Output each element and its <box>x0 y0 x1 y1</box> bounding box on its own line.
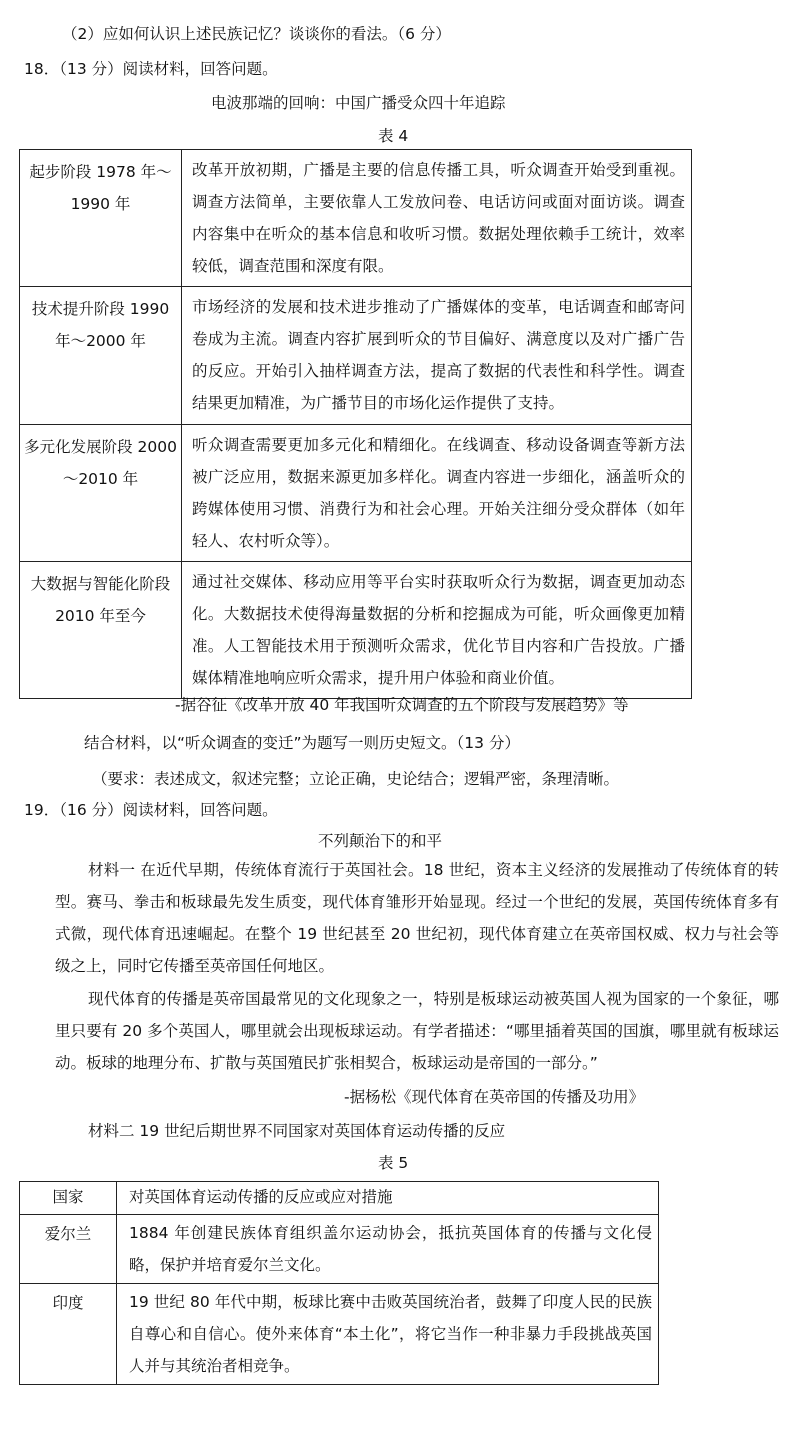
stage-cell: 起步阶段 1978 年～1990 年 <box>20 150 182 287</box>
description-cell: 通过社交媒体、移动应用等平台实时获取听众行为数据，调查更加动态化。大数据技术使得海量数据的分析和挖掘成为可能，听众画像更加精准。人工智能技术用于预测听众需求，优化节目内容和广告投放。广播媒体精准地响应听众需求，提升用户体验和商业价值。 <box>182 562 692 699</box>
table-row <box>20 1284 659 1385</box>
listener-survey-table <box>19 149 692 699</box>
country-cell: 印度 <box>20 1284 117 1385</box>
material1-paragraph-1: 材料一 在近代早期，传统体育流行于英国社会。18 世纪，资本主义经济的发展推动了传统体育的转型。赛马、拳击和板球最先发生质变，现代体育雏形开始显现。经过一个世纪的发展，英国传统体育多有式微，现代体育迅速崛起。在整个 19 世纪甚至 20 世纪初，现代体育建立在英帝国权威、权力与社会等级之上，同时它传播至英帝国任何地区。 <box>55 861 779 975</box>
description-cell: 市场经济的发展和技术进步推动了广播媒体的变革，电话调查和邮寄问卷成为主流。调查内容扩展到听众的节目偏好、满意度以及对广播广告的反应。开始引入抽样调查方法，提高了数据的代表性和科学性。调查结果更加精准，为广播节目的市场化运作提供了支持。 <box>182 287 692 425</box>
table-header-row <box>20 1182 659 1215</box>
q19-header: 19．（16 分）阅读材料，回答问题。 <box>24 801 278 819</box>
q18-requirements: （要求：表述成文，叙述完整；立论正确，史论结合；逻辑严密，条理清晰。 <box>92 770 620 788</box>
description-cell: 听众调查需要更加多元化和精细化。在线调查、移动设备调查等新方法被广泛应用，数据来源更加多样化。调查内容进一步细化，涵盖听众的跨媒体使用习惯、消费行为和社会心理。开始关注细分受众群体（如年轻人、农村听众等）。 <box>182 425 692 562</box>
q18-table-caption: 表 4 <box>378 127 409 145</box>
material1-paragraph-2: 现代体育的传播是英帝国最常见的文化现象之一，特别是板球运动被英国人视为国家的一个象征，哪里只要有 20 多个英国人，哪里就会出现板球运动。有学者描述：“哪里插着英国的国旗，哪里就有板球运动。板球的地理分布、扩散与英国殖民扩张相契合，板球运动是帝国的一部分。” <box>55 990 779 1072</box>
response-cell: 1884 年创建民族体育组织盖尔运动协会，抵抗英国体育的传播与文化侵略，保护并培育爱尔兰文化。 <box>117 1215 659 1284</box>
country-cell: 爱尔兰 <box>20 1215 117 1284</box>
table-row <box>20 150 692 287</box>
sports-response-table <box>19 1181 659 1385</box>
q18-header: 18．（13 分）阅读材料，回答问题。 <box>24 60 278 78</box>
q17-sub2: （2）应如何认识上述民族记忆？谈谈你的看法。（6 分） <box>62 25 451 43</box>
q18-source: -据谷征《改革开放 40 年我国听众调查的五个阶段与发展趋势》等 <box>175 696 629 714</box>
stage-cell: 大数据与智能化阶段 2010 年至今 <box>20 562 182 699</box>
table-row <box>20 425 692 562</box>
q19-title: 不列颠治下的和平 <box>318 832 443 850</box>
table-row <box>20 287 692 425</box>
q19-table-caption: 表 5 <box>378 1154 409 1172</box>
response-cell: 19 世纪 80 年代中期，板球比赛中击败英国统治者，鼓舞了印度人民的民族自尊心和自信心。使外来体育“本土化”，将它当作一种非暴力手段挑战英国人并与其统治者相竞争。 <box>117 1284 659 1385</box>
material2-title: 材料二 19 世纪后期世界不同国家对英国体育运动传播的反应 <box>88 1122 506 1140</box>
column-header-country: 国家 <box>20 1182 117 1215</box>
material1-source: -据杨松《现代体育在英帝国的传播及功用》 <box>344 1088 645 1106</box>
column-header-response: 对英国体育运动传播的反应或应对措施 <box>117 1182 659 1215</box>
table-row <box>20 1215 659 1284</box>
description-cell: 改革开放初期，广播是主要的信息传播工具，听众调查开始受到重视。调查方法简单，主要依靠人工发放问卷、电话访问或面对面访谈。调查内容集中在听众的基本信息和收听习惯。数据处理依赖手工统计，效率较低，调查范围和深度有限。 <box>182 150 692 287</box>
q18-title: 电波那端的回响：中国广播受众四十年追踪 <box>211 94 506 112</box>
stage-cell: 多元化发展阶段 2000～2010 年 <box>20 425 182 562</box>
stage-cell: 技术提升阶段 1990 年～2000 年 <box>20 287 182 425</box>
q18-task: 结合材料，以“听众调查的变迁”为题写一则历史短文。（13 分） <box>84 734 520 752</box>
table-row <box>20 562 692 699</box>
